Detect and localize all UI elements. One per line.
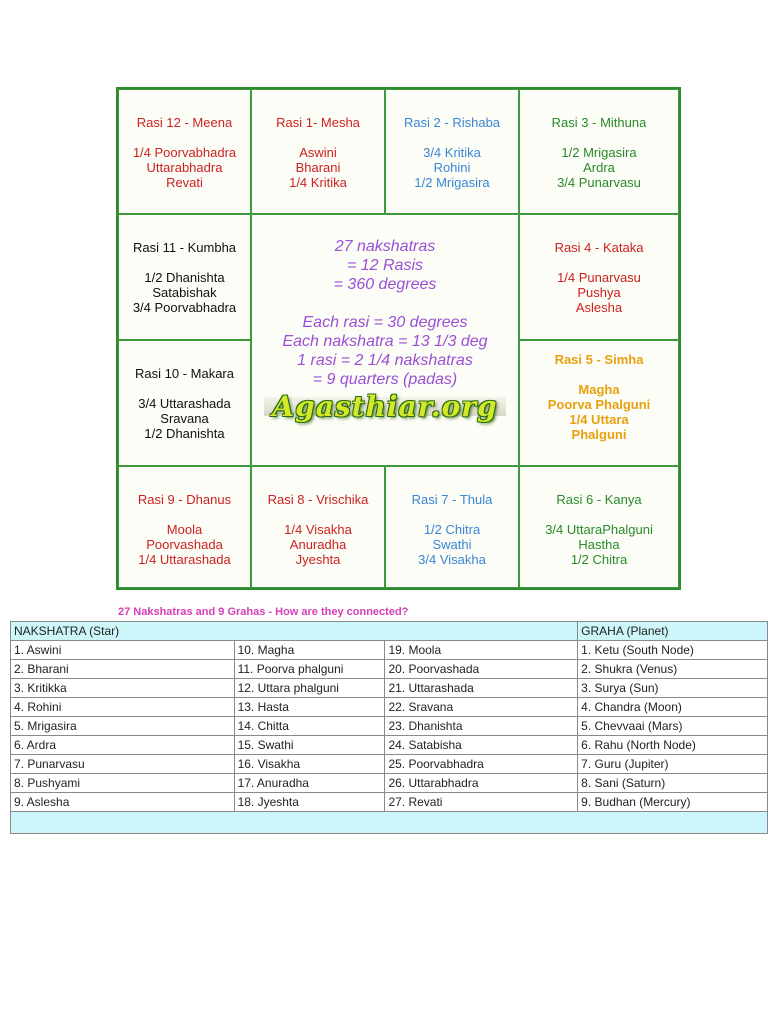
rasi-cell-mesha xyxy=(251,89,385,214)
nakshatra-line: Sravana xyxy=(160,411,209,426)
nakshatra-cell: 21. Uttarashada xyxy=(385,679,578,698)
rasi-title: Rasi 4 - Kataka xyxy=(554,240,644,255)
rasi-cell-simha xyxy=(519,340,679,466)
rasi-nakshatras xyxy=(119,522,250,567)
nakshatra-cell: 12. Uttara phalguni xyxy=(234,679,385,698)
rasi-title: Rasi 8 - Vrischika xyxy=(267,492,369,507)
nakshatra-line: Satabishak xyxy=(152,285,217,300)
rasi-title: Rasi 2 - Rishaba xyxy=(403,115,501,130)
nakshatra-cell: 5. Mrigasira xyxy=(11,717,235,736)
graha-cell: 8. Sani (Saturn) xyxy=(578,774,768,793)
table-row xyxy=(11,793,768,812)
nakshatra-line: 1/2 Chitra xyxy=(570,552,628,567)
rasi-nakshatras xyxy=(520,145,678,190)
table-footer-row xyxy=(11,812,768,834)
rasi-nakshatras xyxy=(520,522,678,567)
nakshatra-line: Pushya xyxy=(577,285,621,300)
nakshatra-line: Bharani xyxy=(295,160,341,175)
nakshatra-cell: 11. Poorva phalguni xyxy=(234,660,385,679)
rasi-title: Rasi 5 - Simha xyxy=(554,352,644,367)
summary-line: Each nakshatra = 13 1/3 deg xyxy=(282,333,488,350)
footer-cell xyxy=(11,812,768,834)
nakshatra-line: Revati xyxy=(166,175,203,190)
summary-line: = 360 degrees xyxy=(333,276,437,293)
nakshatra-cell: 4. Rohini xyxy=(11,698,235,717)
nakshatra-cell: 26. Uttarabhadra xyxy=(385,774,578,793)
rasi-cell-mithuna xyxy=(519,89,679,214)
rasi-cell-meena xyxy=(118,89,251,214)
summary-line: = 9 quarters (padas) xyxy=(312,371,458,388)
nakshatra-cell: 13. Hasta xyxy=(234,698,385,717)
nakshatra-column-header: NAKSHATRA (Star) xyxy=(11,622,578,641)
graha-cell: 2. Shukra (Venus) xyxy=(578,660,768,679)
rasi-nakshatras xyxy=(119,270,250,315)
center-summary xyxy=(252,237,518,389)
graha-cell: 9. Budhan (Mercury) xyxy=(578,793,768,812)
rasi-nakshatras xyxy=(119,145,250,190)
nakshatra-cell: 16. Visakha xyxy=(234,755,385,774)
table-row xyxy=(11,774,768,793)
nakshatra-cell: 24. Satabisha xyxy=(385,736,578,755)
nakshatra-cell: 22. Sravana xyxy=(385,698,578,717)
graha-cell: 7. Guru (Jupiter) xyxy=(578,755,768,774)
nakshatra-cell: 1. Aswini xyxy=(11,641,235,660)
rasi-cell-kumbha xyxy=(118,214,251,340)
rasi-cell-makara xyxy=(118,340,251,466)
rasi-title: Rasi 6 - Kanya xyxy=(556,492,642,507)
nakshatra-line: 1/4 Uttara xyxy=(569,412,629,427)
summary-line xyxy=(252,294,518,313)
rasi-title: Rasi 1- Mesha xyxy=(276,115,360,130)
nakshatra-cell: 7. Punarvasu xyxy=(11,755,235,774)
nakshatra-cell: 25. Poorvabhadra xyxy=(385,755,578,774)
summary-line: 1 rasi = 2 1/4 nakshatras xyxy=(297,352,473,369)
graha-column-header: GRAHA (Planet) xyxy=(578,622,768,641)
nakshatra-line: 1/4 Uttarashada xyxy=(138,552,231,567)
nakshatra-line: 3/4 Kritika xyxy=(423,145,481,160)
rasi-nakshatras xyxy=(119,396,250,441)
nakshatra-cell: 18. Jyeshta xyxy=(234,793,385,812)
nakshatra-line: 3/4 UttaraPhalguni xyxy=(545,522,653,537)
nakshatra-line: Poorvashada xyxy=(146,537,223,552)
nakshatra-line: 3/4 Uttarashada xyxy=(138,396,231,411)
nakshatra-line: 1/2 Mrigasira xyxy=(561,145,637,160)
nakshatra-line: Moola xyxy=(166,522,203,537)
rasi-nakshatras xyxy=(252,522,384,567)
rasi-title: Rasi 9 - Dhanus xyxy=(137,492,232,507)
summary-line: 27 nakshatras xyxy=(334,238,436,255)
nakshatra-cell: 8. Pushyami xyxy=(11,774,235,793)
nakshatra-cell: 10. Magha xyxy=(234,641,385,660)
nakshatra-line: 1/2 Chitra xyxy=(423,522,481,537)
rasi-title: Rasi 12 - Meena xyxy=(136,115,233,130)
nakshatra-line: Magha xyxy=(578,382,620,397)
nakshatra-cell: 20. Poorvashada xyxy=(385,660,578,679)
nakshatra-cell: 3. Kritikka xyxy=(11,679,235,698)
agasthiar-logo: Agasthiar.org xyxy=(264,397,505,416)
rasi-title: Rasi 11 - Kumbha xyxy=(132,240,237,255)
nakshatra-line: Ardra xyxy=(583,160,615,175)
nakshatra-cell: 14. Chitta xyxy=(234,717,385,736)
rasi-title: Rasi 10 - Makara xyxy=(135,366,234,381)
nakshatra-cell: 15. Swathi xyxy=(234,736,385,755)
graha-cell: 1. Ketu (South Node) xyxy=(578,641,768,660)
nakshatra-line: Aswini xyxy=(299,145,337,160)
rasi-cell-thula xyxy=(385,466,519,588)
nakshatra-cell: 17. Anuradha xyxy=(234,774,385,793)
nakshatra-line: 1/4 Kritika xyxy=(289,175,347,190)
nakshatra-line: Swathi xyxy=(432,537,472,552)
rasi-nakshatras xyxy=(252,145,384,190)
rasi-nakshatras xyxy=(520,270,678,315)
rasi-cell-rishaba xyxy=(385,89,519,214)
table-row xyxy=(11,660,768,679)
rasi-title: Rasi 7 - Thula xyxy=(411,492,493,507)
nakshatra-line: Rohini xyxy=(433,160,471,175)
nakshatra-line: Hastha xyxy=(578,537,620,552)
rasi-chart xyxy=(116,87,681,590)
rasi-title: Rasi 3 - Mithuna xyxy=(551,115,647,130)
nakshatra-line: 1/4 Punarvasu xyxy=(557,270,641,285)
nakshatra-graha-table xyxy=(10,621,768,834)
graha-cell: 5. Chevvaai (Mars) xyxy=(578,717,768,736)
nakshatra-cell: 9. Aslesha xyxy=(11,793,235,812)
nakshatra-line: Aslesha xyxy=(575,300,623,315)
rasi-cell-vrischika xyxy=(251,466,385,588)
graha-cell: 6. Rahu (North Node) xyxy=(578,736,768,755)
rasi-nakshatras xyxy=(520,382,678,442)
rasi-cell-kataka xyxy=(519,214,679,340)
table-row xyxy=(11,679,768,698)
graha-cell: 3. Surya (Sun) xyxy=(578,679,768,698)
summary-line: Each rasi = 30 degrees xyxy=(302,314,468,331)
rasi-nakshatras xyxy=(386,145,518,190)
table-caption: 27 Nakshatras and 9 Grahas - How are they connected? xyxy=(118,606,409,618)
table-row xyxy=(11,698,768,717)
nakshatra-cell: 23. Dhanishta xyxy=(385,717,578,736)
nakshatra-cell: 19. Moola xyxy=(385,641,578,660)
nakshatra-line: 1/2 Dhanishta xyxy=(144,270,225,285)
nakshatra-line: Anuradha xyxy=(289,537,347,552)
chart-center xyxy=(251,214,519,466)
nakshatra-line: 1/4 Poorvabhadra xyxy=(132,145,237,160)
nakshatra-line: 1/2 Mrigasira xyxy=(414,175,490,190)
rasi-cell-kanya xyxy=(519,466,679,588)
nakshatra-line: 3/4 Poorvabhadra xyxy=(132,300,237,315)
table-row xyxy=(11,755,768,774)
nakshatra-line: 1/4 Visakha xyxy=(284,522,352,537)
nakshatra-cell: 2. Bharani xyxy=(11,660,235,679)
table-row xyxy=(11,641,768,660)
nakshatra-line: 3/4 Visakha xyxy=(418,552,486,567)
rasi-nakshatras xyxy=(386,522,518,567)
nakshatra-line: Phalguni xyxy=(571,427,627,442)
table-header-row xyxy=(11,622,768,641)
nakshatra-line: 3/4 Punarvasu xyxy=(557,175,641,190)
graha-cell: 4. Chandra (Moon) xyxy=(578,698,768,717)
table-row xyxy=(11,736,768,755)
rasi-cell-dhanus xyxy=(118,466,251,588)
nakshatra-cell: 6. Ardra xyxy=(11,736,235,755)
nakshatra-line: 1/2 Dhanishta xyxy=(144,426,225,441)
nakshatra-cell: 27. Revati xyxy=(385,793,578,812)
summary-line: = 12 Rasis xyxy=(346,257,424,274)
table-body xyxy=(11,641,768,812)
nakshatra-line: Poorva Phalguni xyxy=(547,397,651,412)
table-row xyxy=(11,717,768,736)
nakshatra-line: Uttarabhadra xyxy=(146,160,223,175)
nakshatra-line: Jyeshta xyxy=(295,552,341,567)
